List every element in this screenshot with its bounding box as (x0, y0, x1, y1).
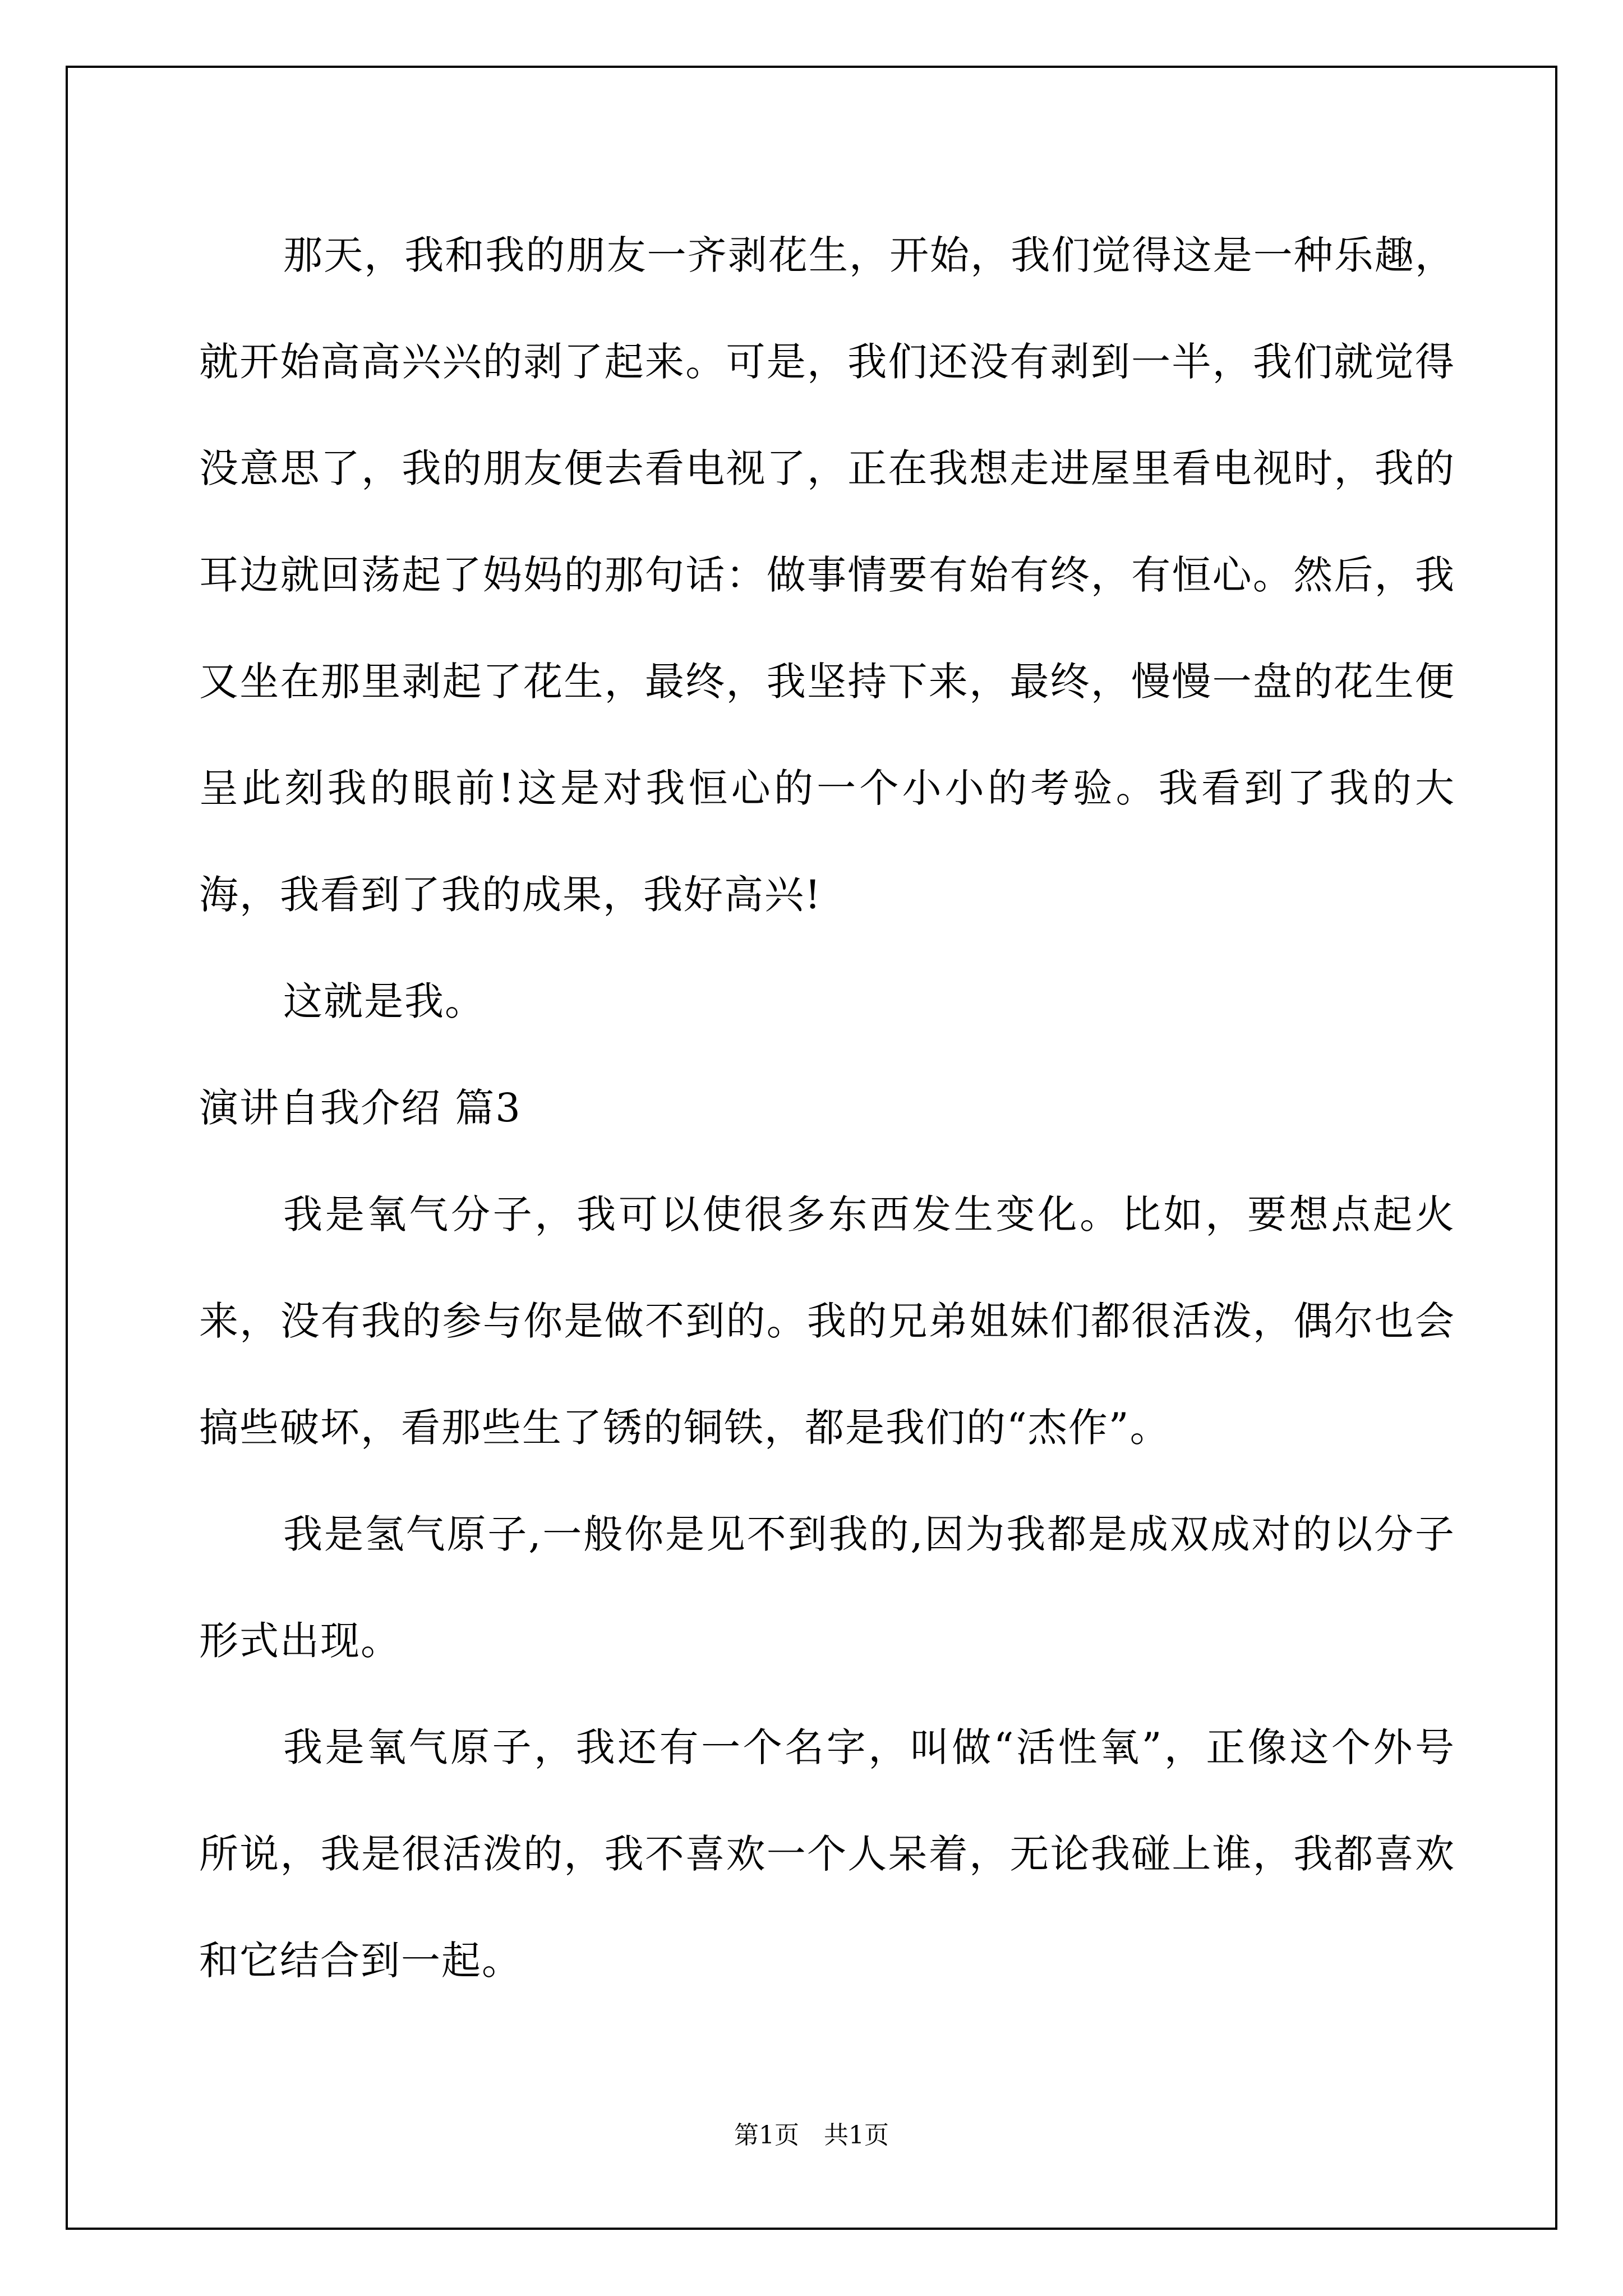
paragraph-this-is-me: 这就是我。 (283, 978, 485, 1024)
paragraph-oxygen-atom: 我是氧气原子，我还有一个名字，叫做“活性氧”，正像这个外号所说，我是很活泼的，我不喜欢一个人呆着，无论我碰上谁，我都喜欢和它结合到一起。 (199, 1724, 1455, 1984)
document-body (199, 202, 1455, 2014)
paragraph-oxygen-molecule: 我是氧气分子，我可以使很多东西发生变化。比如，要想点起火来，没有我的参与你是做不到的。我的兄弟姐妹们都很活泼，偶尔也会搞些破坏，看那些生了锈的铜铁，都是我们的“杰作”。 (199, 1191, 1455, 1451)
section-heading: 演讲自我介绍 篇3 (199, 1085, 522, 1131)
page-footer: 第1页 共1页 (734, 2121, 889, 2150)
paragraph-peanuts: 那天，我和我的朋友一齐剥花生，开始，我们觉得这是一种乐趣，就开始高高兴兴的剥了起来。可是，我们还没有剥到一半，我们就觉得没意思了，我的朋友便去看电视了，正在我想走进屋里看电视时，我的耳边就回荡起了妈妈的那句话：做事情要有始有终，有恒心。然后，我又坐在那里剥起了花生，最终，我坚持下来，最终，慢慢一盘的花生便呈此刻我的眼前!这是对我恒心的一个小小的考验。我看到了我的大海，我看到了我的成果，我好高兴! (199, 232, 1455, 918)
paragraph-hydrogen-atom: 我是氢气原子,一般你是见不到我的,因为我都是成双成对的以分子形式出现。 (199, 1511, 1455, 1664)
